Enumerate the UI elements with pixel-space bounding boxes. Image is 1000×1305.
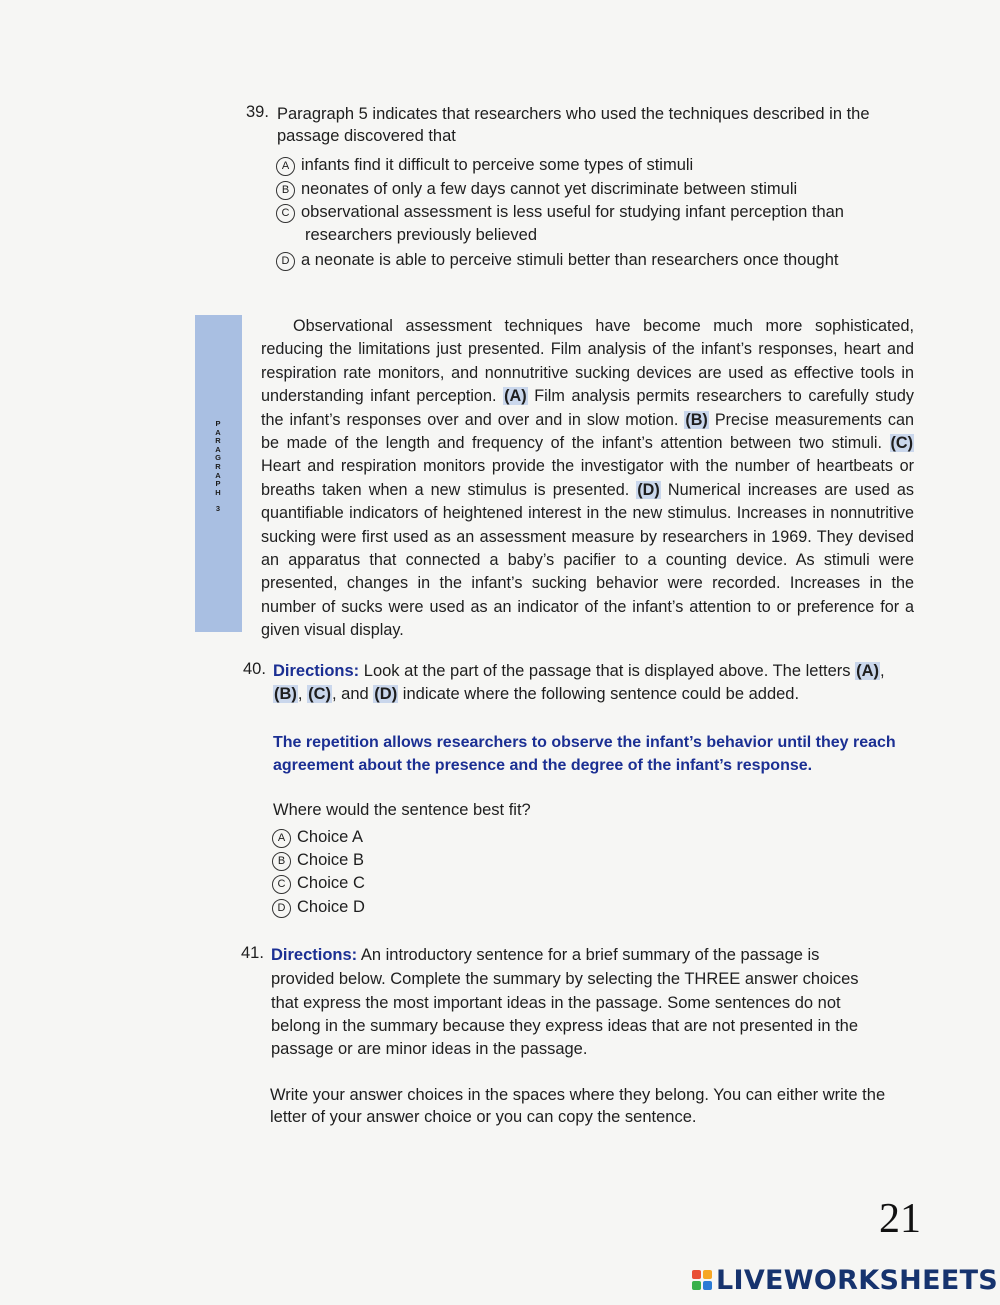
instruction-line: Write your answer choices in the spaces where they belong. You can either write the xyxy=(270,1086,886,1104)
marker-ref-d: (D) xyxy=(374,685,398,703)
brand-logo-icon xyxy=(692,1270,712,1290)
question-stem-line: Paragraph 5 indicates that researchers who used the techniques described in the xyxy=(277,105,870,123)
question-number: 40. xyxy=(243,660,266,678)
answer-option-d[interactable] xyxy=(276,249,839,272)
marker-ref-a: (A) xyxy=(856,662,880,680)
option-letter-circle: A xyxy=(272,829,291,848)
passage-text: Heart and respiration monitors provide the investigator with the number of heartbeats or breaths taken when a new stimulus is presented. xyxy=(261,457,914,499)
directions-label: Directions: xyxy=(271,946,358,964)
option-letter-circle: B xyxy=(276,181,295,200)
option-text: observational assessment is less useful for studying infant perception than xyxy=(301,203,844,221)
option-text: Choice B xyxy=(297,851,364,869)
option-letter-circle: D xyxy=(276,252,295,271)
insert-sentence: The repetition allows researchers to observe the infant’s behavior until they reach xyxy=(273,734,896,751)
answer-option-c[interactable] xyxy=(276,201,844,224)
marker-ref-c: (C) xyxy=(308,685,331,703)
logo-square xyxy=(692,1281,701,1290)
question-line: passage or are minor ideas in the passage. xyxy=(271,1040,588,1058)
question-line: belong in the summary because they express ideas that are not presented in the xyxy=(271,1017,859,1035)
instruction-line: letter of your answer choice or you can copy the sentence. xyxy=(270,1108,697,1126)
option-letter-circle: A xyxy=(276,157,295,176)
option-letter-circle: D xyxy=(272,899,291,918)
question-prompt: Where would the sentence best fit? xyxy=(273,801,531,819)
logo-square xyxy=(692,1270,701,1279)
option-text: a neonate is able to perceive stimuli better than researchers once thought xyxy=(301,251,839,269)
directions-label: Directions: xyxy=(273,662,360,680)
question-line: (B), (C), and (D) indicate where the following sentence could be added. xyxy=(274,685,800,703)
option-letter-circle: C xyxy=(276,204,295,223)
paragraph-vertical-label: P A R A G R A P H 3 xyxy=(215,419,221,514)
option-text: Choice C xyxy=(297,874,365,892)
answer-option-c[interactable] xyxy=(272,872,365,895)
logo-square xyxy=(703,1270,712,1279)
insertion-marker-d: (D) xyxy=(637,480,660,499)
option-text: neonates of only a few days cannot yet discriminate between stimuli xyxy=(301,180,798,198)
insert-sentence: agreement about the presence and the degree of the infant’s response. xyxy=(273,757,813,774)
question-line: Directions: Look at the part of the passage that is displayed above. The letters (A), xyxy=(273,662,885,680)
answer-option-a[interactable] xyxy=(276,154,693,177)
brand-text: LIVEWORKSHEETS xyxy=(716,1264,999,1296)
option-text: Choice A xyxy=(297,828,364,846)
question-number: 39. xyxy=(246,103,269,121)
question-line: that express the most important ideas in the passage. Some sentences do not xyxy=(271,994,841,1012)
question-number: 41. xyxy=(241,944,264,962)
insertion-marker-c: (C) xyxy=(890,434,914,453)
answer-option-d[interactable] xyxy=(272,896,365,919)
question-line: Directions: An introductory sentence for a brief summary of the passage is xyxy=(271,946,820,964)
insertion-marker-a: (A) xyxy=(504,387,527,406)
answer-option-b[interactable] xyxy=(272,849,364,872)
insertion-marker-b: (B) xyxy=(685,410,708,429)
option-text-continued: researchers previously believed xyxy=(305,226,538,244)
marker-ref-b: (B) xyxy=(274,685,297,703)
passage-paragraph xyxy=(261,315,914,643)
passage-text: Numerical increases are used as quantifiable indicators of heightened interest in the new stimulus. Increases in nonnutritive sucking were first used as an assessment measure by researchers in 1969. They devised an apparatus that connected a baby’s pacifier to a counting device. As stimuli were presented, changes in the infant’s sucking behavior were recorded. Increases in the number of sucks were used as an indicator of the infant’s attention to or preference for a given visual display. xyxy=(261,480,914,640)
page-number: 21 xyxy=(879,1196,921,1242)
question-line: provided below. Complete the summary by selecting the THREE answer choices xyxy=(271,970,859,988)
answer-option-a[interactable] xyxy=(272,826,363,849)
answer-option-b[interactable] xyxy=(276,178,797,201)
option-text: Choice D xyxy=(297,898,365,916)
option-text: infants find it difficult to perceive some types of stimuli xyxy=(301,156,694,174)
logo-square xyxy=(703,1281,712,1290)
option-letter-circle: C xyxy=(272,875,291,894)
passage-text: Film analysis permits researchers to carefully study the infant’s responses over and over and in slow motion. xyxy=(261,387,915,429)
passage-text: Observational assessment techniques have become much more sophisticated, reducing the limitations just presented. Film analysis of the infant’s responses, heart and respiration rate monitors, and nonnutritive sucking devices are used as effective tools in understanding infant perception. xyxy=(261,317,914,406)
passage-text: Precise measurements can be made of the length and frequency of the infant’s attention between two stimuli. xyxy=(261,410,914,453)
liveworksheets-logo xyxy=(692,1265,998,1295)
question-stem-line: passage discovered that xyxy=(277,127,456,145)
option-letter-circle: B xyxy=(272,852,291,871)
